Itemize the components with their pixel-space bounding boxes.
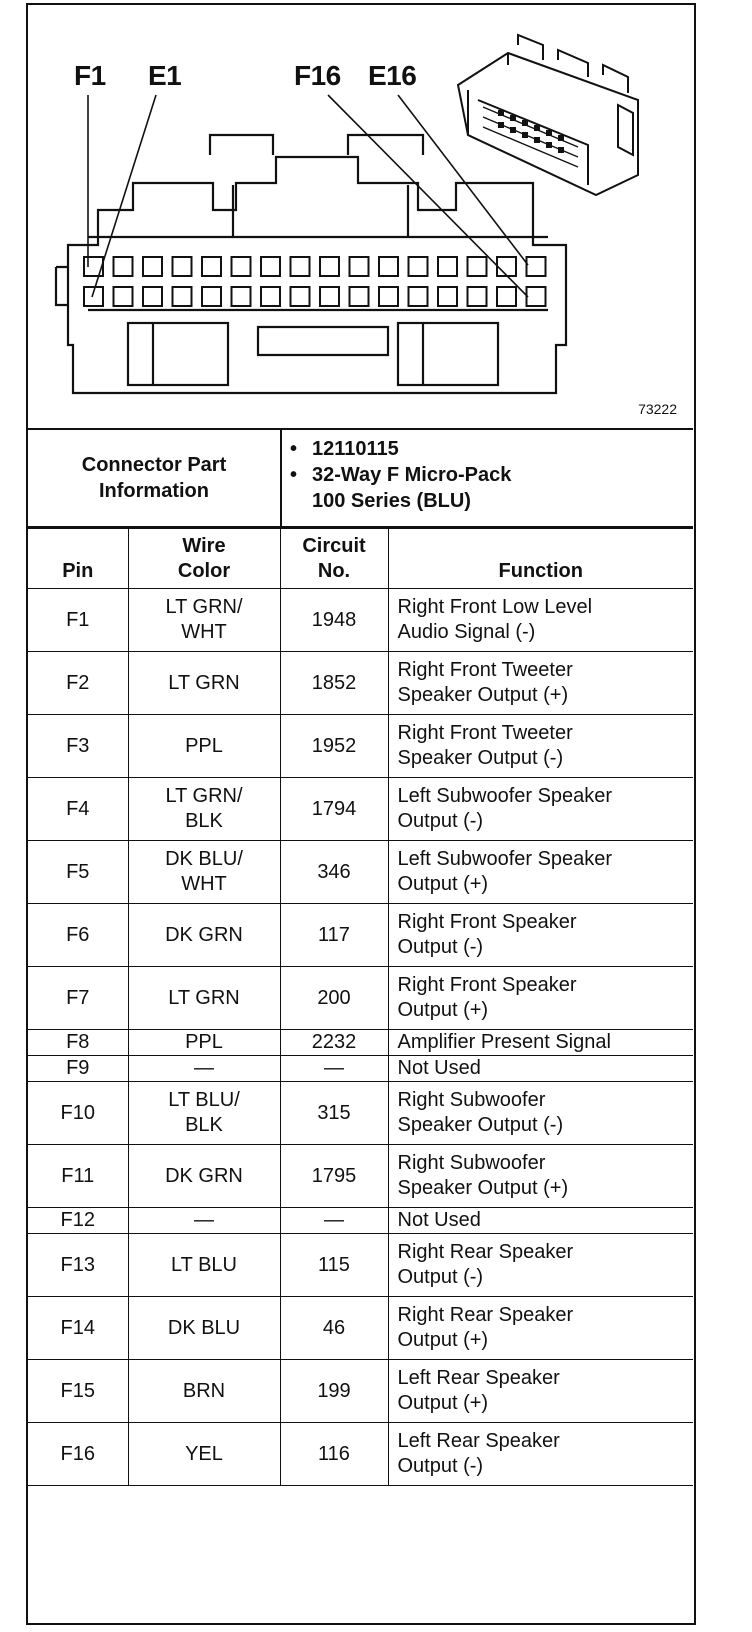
function-cell-line1: Left Subwoofer Speaker xyxy=(397,785,613,807)
table-row xyxy=(28,904,693,967)
leader-lines xyxy=(88,95,528,297)
pin-cell-line1: F5 xyxy=(66,860,90,883)
function-cell-line2: Output (+) xyxy=(397,999,489,1021)
pin-cell-line1: F15 xyxy=(60,1379,95,1402)
function-cell-line2: Output (-) xyxy=(397,936,484,958)
pin-cavity xyxy=(379,287,398,306)
function-cell-line1: Right Rear Speaker xyxy=(397,1304,574,1326)
connector-sheet xyxy=(26,3,696,1625)
pin-cavity xyxy=(527,287,546,306)
function-cell-line1: Right Front Low Level xyxy=(397,596,593,618)
pin-cell xyxy=(28,1297,128,1360)
circuit-cell-line1: 1852 xyxy=(311,671,357,694)
pin-cell-line1: F13 xyxy=(60,1253,95,1276)
wire-color-cell-line1: DK GRN xyxy=(165,923,243,946)
function-cell xyxy=(388,1082,693,1145)
pin-cavity xyxy=(232,287,251,306)
table-row xyxy=(28,1423,693,1486)
pin-cavity xyxy=(468,257,487,276)
pin-table xyxy=(28,528,693,1486)
function-cell xyxy=(388,715,693,778)
callout-e1: E1 xyxy=(148,60,182,91)
wire-color-cell xyxy=(128,715,280,778)
function-cell-line1: Left Subwoofer Speaker xyxy=(397,848,613,870)
description-line1: 32-Way F Micro-Pack xyxy=(312,464,512,486)
circuit-cell xyxy=(280,1056,388,1082)
function-cell-line2: Audio Signal (-) xyxy=(397,621,536,643)
function-cell-line2: Output (+) xyxy=(397,873,489,895)
table-row xyxy=(28,1234,693,1297)
function-cell-line2: Output (-) xyxy=(397,810,484,832)
pin-cell xyxy=(28,1360,128,1423)
circuit-cell xyxy=(280,1082,388,1145)
circuit-cell-line1: 115 xyxy=(318,1253,350,1276)
description-row xyxy=(290,462,511,514)
function-cell-line1: Right Front Tweeter xyxy=(397,659,573,681)
header-circuit-line1: Circuit xyxy=(302,535,366,557)
circuit-cell xyxy=(280,1297,388,1360)
pin-cell xyxy=(28,715,128,778)
circuit-cell-line1: — xyxy=(324,1209,344,1231)
pin-cell-line1: F6 xyxy=(66,923,90,946)
part-number: 12110115 xyxy=(312,438,399,460)
header-function: Function xyxy=(388,529,693,589)
function-cell-line1: Right Front Tweeter xyxy=(397,722,573,744)
table-row xyxy=(28,715,693,778)
pin-cavity xyxy=(320,287,339,306)
pin-cell xyxy=(28,589,128,652)
circuit-cell-line1: 346 xyxy=(317,860,351,883)
circuit-cell-line1: 1795 xyxy=(311,1164,357,1187)
function-cell xyxy=(388,1056,693,1082)
wire-color-cell-line1: PPL xyxy=(185,1031,223,1053)
circuit-cell xyxy=(280,1360,388,1423)
function-cell-line1: Left Rear Speaker xyxy=(397,1430,560,1452)
pin-cavity xyxy=(438,257,457,276)
table-row xyxy=(28,1082,693,1145)
wire-color-cell xyxy=(128,1145,280,1208)
function-cell xyxy=(388,1234,693,1297)
wire-color-cell xyxy=(128,904,280,967)
header-circuit-no xyxy=(280,529,388,589)
header-pin: Pin xyxy=(28,529,128,589)
function-cell xyxy=(388,1297,693,1360)
circuit-cell-line1: 1948 xyxy=(311,608,357,631)
pin-cavity xyxy=(202,257,221,276)
table-row xyxy=(28,778,693,841)
connector-figure xyxy=(28,5,693,430)
function-cell-line1: Right Rear Speaker xyxy=(397,1241,574,1263)
pin-cell xyxy=(28,1145,128,1208)
function-cell xyxy=(388,778,693,841)
table-row xyxy=(28,841,693,904)
function-cell-line1: Not Used xyxy=(397,1057,481,1079)
pin-cavity xyxy=(291,287,310,306)
callout-f1: F1 xyxy=(74,60,106,91)
circuit-cell xyxy=(280,1030,388,1056)
connector-info-label xyxy=(28,430,282,526)
header-wire-color xyxy=(128,529,280,589)
function-cell-line1: Amplifier Present Signal xyxy=(397,1031,611,1053)
connector-part-info xyxy=(28,430,693,528)
function-cell-line2: Output (+) xyxy=(397,1329,489,1351)
wire-color-cell-line1: DK GRN xyxy=(165,1164,243,1187)
circuit-cell-line1: 2232 xyxy=(311,1031,357,1053)
circuit-cell xyxy=(280,1208,388,1234)
connector-thumbnail xyxy=(458,35,638,195)
function-cell-line2: Output (+) xyxy=(397,1392,489,1414)
table-row xyxy=(28,1360,693,1423)
function-cell xyxy=(388,1423,693,1486)
circuit-cell-line1: 199 xyxy=(317,1379,351,1402)
description xyxy=(312,462,511,514)
pin-cavity xyxy=(350,287,369,306)
circuit-cell-line1: 315 xyxy=(317,1101,351,1124)
function-cell xyxy=(388,967,693,1030)
pin-cavity xyxy=(527,257,546,276)
function-cell-line2: Speaker Output (+) xyxy=(397,684,569,706)
function-cell-line2: Speaker Output (+) xyxy=(397,1177,569,1199)
wire-color-cell xyxy=(128,652,280,715)
wire-color-cell xyxy=(128,1208,280,1234)
table-row xyxy=(28,1056,693,1082)
pin-cell xyxy=(28,904,128,967)
wire-color-cell xyxy=(128,1056,280,1082)
pin-cavity xyxy=(114,287,133,306)
wire-color-cell-line1: LT BLU xyxy=(171,1253,237,1276)
pin-cell xyxy=(28,778,128,841)
function-cell-line1: Right Subwoofer xyxy=(397,1152,546,1174)
function-cell-line1: Not Used xyxy=(397,1209,481,1231)
circuit-cell-line1: 200 xyxy=(317,986,351,1009)
callout-e16: E16 xyxy=(368,60,417,91)
wire-color-cell-line2: BLK xyxy=(185,1114,223,1136)
pin-cell xyxy=(28,1234,128,1297)
connector-info-values xyxy=(290,436,511,514)
pin-cell-line1: F2 xyxy=(66,671,90,694)
header-circuit-line2: No. xyxy=(317,560,351,582)
wire-color-cell-line1: LT BLU/ xyxy=(168,1089,240,1111)
wire-color-cell xyxy=(128,1360,280,1423)
function-cell xyxy=(388,904,693,967)
pin-cell-line1: F1 xyxy=(66,608,90,631)
function-cell xyxy=(388,1145,693,1208)
circuit-cell xyxy=(280,841,388,904)
pin-cell-line1: F11 xyxy=(61,1164,95,1187)
wire-color-cell-line1: LT GRN xyxy=(168,986,240,1009)
circuit-cell-line1: 46 xyxy=(322,1316,346,1339)
pin-cell xyxy=(28,1056,128,1082)
wire-color-cell-line2: BLK xyxy=(185,810,223,832)
wire-color-cell-line1: DK BLU/ xyxy=(165,848,243,870)
wire-color-cell-line1: DK BLU xyxy=(167,1316,241,1339)
pin-cavity xyxy=(261,287,280,306)
wire-color-cell-line1: — xyxy=(194,1209,214,1231)
pin-cavity xyxy=(202,287,221,306)
function-cell-line2: Speaker Output (-) xyxy=(397,747,564,769)
pin-cell-line1: F16 xyxy=(60,1442,95,1465)
circuit-cell xyxy=(280,904,388,967)
function-cell xyxy=(388,589,693,652)
pin-cell xyxy=(28,1423,128,1486)
wire-color-cell xyxy=(128,1234,280,1297)
description-line2: 100 Series (BLU) xyxy=(312,490,471,512)
pin-cell xyxy=(28,967,128,1030)
table-row xyxy=(28,1208,693,1234)
circuit-cell xyxy=(280,1234,388,1297)
pin-cell-line1: F10 xyxy=(60,1101,95,1124)
pin-cavity xyxy=(143,257,162,276)
function-cell xyxy=(388,1360,693,1423)
pin-cavity xyxy=(409,257,428,276)
circuit-cell-line1: 117 xyxy=(318,923,350,946)
pin-cell xyxy=(28,1082,128,1145)
pin-cell-line1: F14 xyxy=(60,1316,95,1339)
circuit-cell xyxy=(280,715,388,778)
wire-color-cell xyxy=(128,1082,280,1145)
circuit-cell xyxy=(280,1423,388,1486)
figure-id: 73222 xyxy=(638,401,677,417)
function-cell xyxy=(388,841,693,904)
circuit-cell xyxy=(280,967,388,1030)
pin-cavities xyxy=(84,257,546,306)
wire-color-cell xyxy=(128,1297,280,1360)
pin-cell xyxy=(28,652,128,715)
info-label-line2: Information xyxy=(99,480,209,502)
wire-color-cell-line1: BRN xyxy=(182,1379,226,1402)
function-cell-line2: Output (-) xyxy=(397,1266,484,1288)
pin-cavity xyxy=(143,287,162,306)
pin-cavity xyxy=(497,257,516,276)
pin-cavity xyxy=(261,257,280,276)
function-cell-line1: Right Front Speaker xyxy=(397,911,577,933)
bullet-2: • xyxy=(290,464,298,486)
function-cell-line1: Right Subwoofer xyxy=(397,1089,546,1111)
table-row xyxy=(28,652,693,715)
part-number-row xyxy=(290,436,511,462)
wire-color-cell-line1: LT GRN/ xyxy=(165,596,243,618)
header-wire-color-line2: Color xyxy=(177,560,231,582)
pin-cavity xyxy=(114,257,133,276)
pin-cell-line1: F3 xyxy=(66,734,90,757)
pin-cavity xyxy=(232,257,251,276)
table-row xyxy=(28,1297,693,1360)
info-label-line1: Connector Part xyxy=(81,454,227,476)
wire-color-cell-line2: WHT xyxy=(181,873,227,895)
pin-cavity xyxy=(497,287,516,306)
circuit-cell-line1: 1794 xyxy=(311,797,357,820)
function-cell-line1: Left Rear Speaker xyxy=(397,1367,560,1389)
wire-color-cell xyxy=(128,1030,280,1056)
pin-table-header xyxy=(28,529,693,589)
circuit-cell xyxy=(280,778,388,841)
wire-color-cell xyxy=(128,589,280,652)
circuit-cell xyxy=(280,652,388,715)
table-row xyxy=(28,1145,693,1208)
circuit-cell-line1: 116 xyxy=(318,1442,350,1465)
pin-cell-line1: F4 xyxy=(66,797,90,820)
pin-cavity xyxy=(291,257,310,276)
pin-cavity xyxy=(173,257,192,276)
function-cell-line2: Speaker Output (-) xyxy=(397,1114,564,1136)
table-row xyxy=(28,967,693,1030)
function-cell-line1: Right Front Speaker xyxy=(397,974,577,996)
circuit-cell xyxy=(280,589,388,652)
callout-f16: F16 xyxy=(294,60,341,91)
pin-cell-line1: F12 xyxy=(60,1209,95,1231)
pin-cell xyxy=(28,841,128,904)
circuit-cell xyxy=(280,1145,388,1208)
wire-color-cell xyxy=(128,841,280,904)
circuit-cell-line1: — xyxy=(324,1057,344,1079)
wire-color-cell-line2: WHT xyxy=(181,621,227,643)
wire-color-cell-line1: LT GRN xyxy=(168,671,240,694)
pin-cell-line1: F9 xyxy=(66,1057,90,1079)
wire-color-cell-line1: PPL xyxy=(185,734,223,757)
wire-color-cell xyxy=(128,1423,280,1486)
function-cell xyxy=(388,1030,693,1056)
wire-color-cell xyxy=(128,778,280,841)
bullet-1: • xyxy=(290,438,298,460)
pin-cell xyxy=(28,1030,128,1056)
pin-cell-line1: F7 xyxy=(66,986,90,1009)
wire-color-cell-line1: YEL xyxy=(185,1442,223,1465)
pin-cavity xyxy=(409,287,428,306)
wire-color-cell-line1: LT GRN/ xyxy=(165,785,243,807)
pin-cavity xyxy=(438,287,457,306)
function-cell-line2: Output (-) xyxy=(397,1455,484,1477)
wire-color-cell xyxy=(128,967,280,1030)
connector-drawing xyxy=(28,5,693,428)
function-cell xyxy=(388,1208,693,1234)
circuit-cell-line1: 1952 xyxy=(311,734,357,757)
pin-cavity xyxy=(468,287,487,306)
header-wire-color-line1: Wire xyxy=(182,535,226,557)
function-cell xyxy=(388,652,693,715)
pin-cavity xyxy=(173,287,192,306)
table-row xyxy=(28,1030,693,1056)
pin-table-body xyxy=(28,589,693,1486)
pin-cell xyxy=(28,1208,128,1234)
pin-cavity xyxy=(320,257,339,276)
wire-color-cell-line1: — xyxy=(194,1057,214,1079)
pin-cavity xyxy=(379,257,398,276)
pin-cell-line1: F8 xyxy=(66,1031,90,1053)
pin-cavity xyxy=(350,257,369,276)
table-row xyxy=(28,589,693,652)
